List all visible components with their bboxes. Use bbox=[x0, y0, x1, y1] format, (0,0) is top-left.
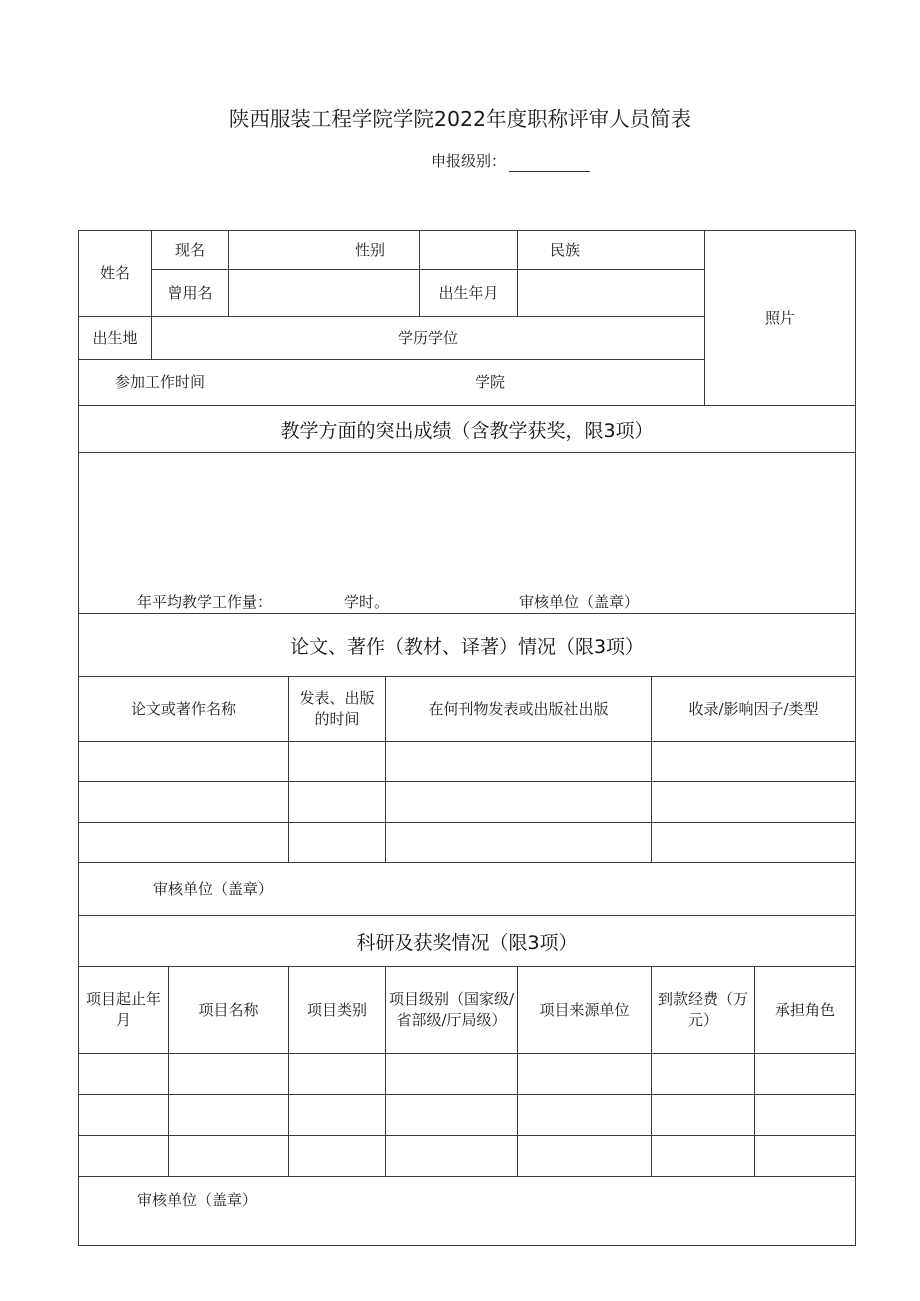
education-label: 学历学位 bbox=[397, 328, 458, 347]
papers-col-publisher: 在何刊物发表或出版社出版 bbox=[428, 699, 609, 718]
gender-label: 性别 bbox=[354, 240, 385, 259]
name-label: 姓名 bbox=[99, 264, 130, 282]
teaching-achievements-field[interactable] bbox=[79, 453, 855, 585]
birth-date-label: 出生年月 bbox=[438, 283, 499, 302]
apply-level-label: 申报级别： bbox=[431, 152, 507, 170]
former-name-field[interactable] bbox=[229, 270, 419, 316]
table-border-bottom bbox=[78, 1245, 856, 1246]
papers-review-label: 审核单位（盖章） bbox=[153, 880, 274, 898]
work-start-label: 参加工作时间 bbox=[114, 373, 205, 391]
papers-col-index: 收录/影响因子/类型 bbox=[688, 699, 819, 718]
ethnicity-label: 民族 bbox=[549, 240, 580, 259]
research-col-project-name: 项目名称 bbox=[198, 1000, 259, 1019]
work-start-field[interactable] bbox=[216, 360, 460, 405]
table-row[interactable] bbox=[79, 1136, 855, 1176]
apply-level-field[interactable] bbox=[509, 152, 590, 172]
gender-field[interactable] bbox=[420, 231, 517, 269]
former-name-label: 曾用名 bbox=[167, 283, 213, 302]
teaching-heading: 教学方面的突出成绩（含教学获奖，限3项） bbox=[280, 419, 654, 442]
photo-label: 照片 bbox=[764, 308, 795, 327]
research-col-category: 项目类别 bbox=[306, 1000, 367, 1019]
research-heading: 科研及获奖情况（限3项） bbox=[356, 931, 578, 954]
research-col-role: 承担角色 bbox=[774, 1000, 835, 1019]
education-field[interactable] bbox=[474, 317, 704, 359]
table-row[interactable] bbox=[79, 1095, 855, 1135]
teaching-review-label: 审核单位（盖章） bbox=[519, 593, 640, 611]
papers-col-title: 论文或著作名称 bbox=[130, 699, 236, 718]
form-title: 陕西服装工程学院学院2022年度职称评审人员简表 bbox=[228, 107, 692, 131]
college-label: 学院 bbox=[474, 373, 505, 391]
college-field[interactable] bbox=[520, 360, 704, 405]
table-row[interactable] bbox=[79, 742, 855, 781]
grid-line bbox=[78, 1176, 856, 1177]
research-col-level: 项目级别（国家级/省部级/厅局级） bbox=[388, 990, 515, 1029]
research-review-label: 审核单位（盖章） bbox=[137, 1191, 258, 1209]
papers-col-date: 发表、出版的时间 bbox=[299, 689, 375, 728]
research-col-source: 项目来源单位 bbox=[539, 1000, 630, 1019]
current-name-field[interactable] bbox=[229, 231, 327, 269]
birthplace-field[interactable] bbox=[152, 317, 382, 359]
teaching-workload-field[interactable] bbox=[272, 592, 338, 612]
research-col-period: 项目起止年月 bbox=[85, 990, 161, 1029]
current-name-label: 现名 bbox=[174, 240, 205, 259]
teaching-workload-label: 年平均教学工作量： bbox=[137, 593, 273, 611]
research-col-funding: 到款经费（万元） bbox=[658, 990, 749, 1029]
table-row[interactable] bbox=[79, 823, 855, 862]
teaching-hours-label: 学时。 bbox=[344, 593, 390, 611]
birthplace-label: 出生地 bbox=[92, 328, 138, 347]
ethnicity-field[interactable] bbox=[612, 231, 704, 269]
birth-date-field[interactable] bbox=[518, 270, 704, 316]
grid-line bbox=[78, 862, 856, 863]
papers-heading: 论文、著作（教材、译著）情况（限3项） bbox=[289, 635, 645, 658]
table-row[interactable] bbox=[79, 1054, 855, 1094]
table-row[interactable] bbox=[79, 782, 855, 822]
